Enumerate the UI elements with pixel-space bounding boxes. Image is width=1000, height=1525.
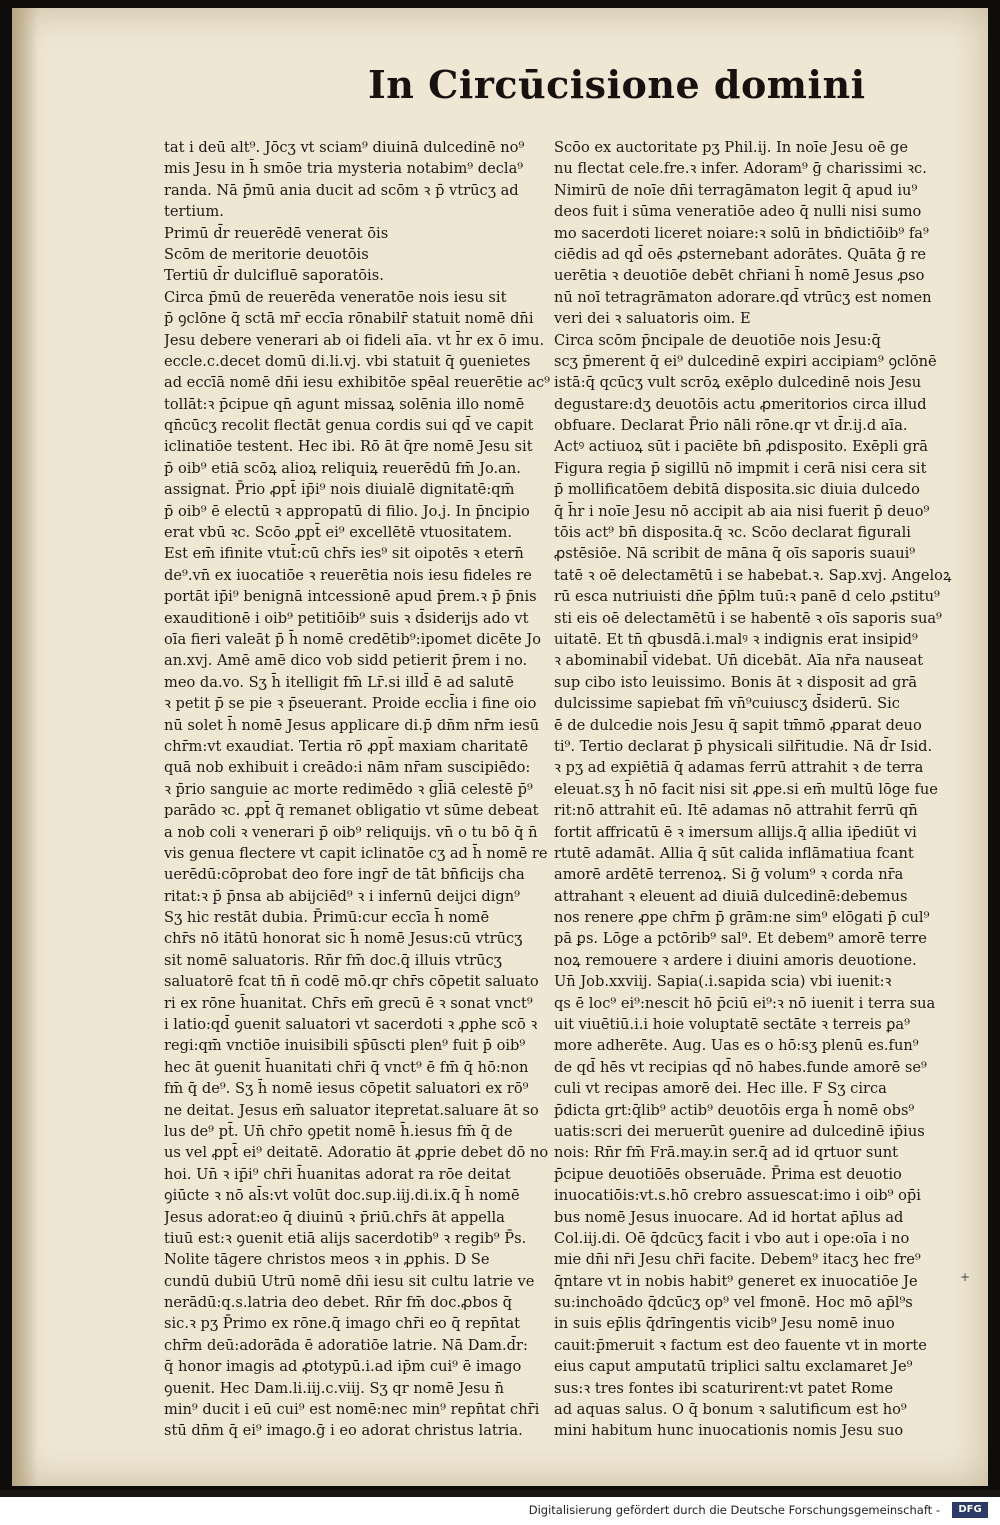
text-line: q̄ntare vt in nobis habit⁹ generet ex inuocatiōe Je	[554, 1272, 918, 1290]
margin-mark: +	[960, 1270, 971, 1284]
text-line: ti⁹. Tertio declarat p̄ physicali silr̄itudie. Nā d̄r Isid.	[554, 737, 933, 755]
text-line: eccle.c.decet domū di.li.vj. vbi statuit q̄ ꝯuenietes	[164, 352, 531, 370]
text-line: p̄ oib⁹ etiā scōꝝ alioꝝ reliquiꝝ reuerēdū fm̄ Jo.an.	[164, 459, 521, 477]
text-line: rit:nō attrahit eū. Itē adamas nō attrahit ferrū qn̄	[554, 802, 918, 820]
text-line: lus de⁹ pt̄. Un̄ chr̄o ꝯpetit nomē h̄.iesus fm̄ q̄ de	[164, 1122, 513, 1140]
text-line: q̄ honor imagis ad ꝓtotypū.i.ad ip̄m cui⁹ ē imago	[164, 1358, 522, 1376]
text-line: min⁹ ducit i eū cui⁹ est nomē:nec min⁹ repn̄tat chr̄i	[164, 1401, 540, 1419]
text-line: mo sacerdoti liceret noiare:ꝛ solū in bn̄dictiōib⁹ fa⁹	[554, 224, 929, 242]
text-line: sic.ꝛ pʒ P̄rimo ex rōne.q̄ imago chr̄i eo q̄ repn̄tat	[164, 1315, 521, 1333]
text-line: nū noī tetragrāmaton adorare.qd̄ vtrūcʒ est nomen	[554, 288, 932, 306]
text-line: ne deitat. Jesus em̄ saluator itepretat.saluare āt so	[164, 1101, 539, 1119]
text-line: bus nomē Jesus inuocare. Ad id hortat ap̄lus ad	[554, 1208, 904, 1226]
text-line: p̄cipue deuotiōēs obseruāde. P̄rima est deuotio	[554, 1165, 902, 1183]
text-line: nerādū:q.s.latria deo debet. Rn̄r fm̄ doc.ꝓbos q̄	[164, 1294, 512, 1312]
text-line: Col.iij.di. Oē q̄dcūcʒ facit i vbo aut i ope:oīa i no	[554, 1229, 910, 1247]
text-column-right	[554, 137, 956, 1442]
page-gutter-shadow	[12, 8, 38, 1486]
text-line: uitatē. Et tn̄ qbusdā.i.malꝰ ꝛ indignis erat insipid⁹	[554, 630, 918, 648]
text-line: ꝛ petit p̄ se pie ꝛ p̄seuerant. Proide eccl̄ia i fine oio	[164, 695, 537, 713]
text-line: Scōo ex auctoritate pʒ Phil.ij. In noīe Jesu oē ge	[554, 139, 909, 156]
text-line: scʒ p̄merent q̄ ei⁹ dulcedinē expiri accipiam⁹ ꝯclōnē	[554, 352, 937, 370]
text-line: sit nomē saluatoris. Rn̄r fm̄ doc.q̄ illuis vtrūcʒ	[164, 951, 502, 969]
text-line: ritat:ꝛ p̄ p̄nsa ab abijciēd⁹ ꝛ i infernū deijci dign⁹	[164, 887, 520, 905]
text-line: p̄ mollificatōem debitā disposita.sic diuia dulcedo	[554, 481, 920, 499]
text-line: amorē ardētē terrenoꝝ. Si ḡ volum⁹ ꝛ corda nr̄a	[554, 866, 904, 884]
text-line: ri ex rōne h̄uanitat. Chr̄s em̄ grecū ē ꝛ sonat vnct⁹	[164, 994, 533, 1012]
text-line: hec āt ꝯuenit h̄uanitati chr̄i q̄ vnct⁹ ē fm̄ q̄ hō:non	[164, 1058, 529, 1076]
text-line: ē de dulcedie nois Jesu q̄ sapit tm̄mō ꝓparat deuo	[554, 716, 922, 734]
running-heading: In Circūcisione domini	[368, 62, 866, 107]
text-line: regi:qm̄ vnctiōe inuisibili sp̄ūscti plen⁹ fuit p̄ oib⁹	[164, 1037, 526, 1055]
text-line: tatē ꝛ oē delectamētū i se habebat.ꝛ. Sap.xvj. Angeloꝝ	[554, 566, 952, 584]
text-line: quā nob exhibuit i creādo:i nām nr̄am suscipiēdo:	[164, 759, 531, 777]
text-line: Actꝰ actiuoꝝ sūt i paciēte bn̄ ꝓdisposito. Exēpli grā	[554, 438, 928, 456]
funding-notice: Digitalisierung gefördert durch die Deutsche Forschungsgemeinschaft -	[528, 1503, 940, 1517]
text-line: inuocatiōis:vt.s.hō crebro assuescat:imo i oib⁹ op̄i	[554, 1187, 921, 1205]
text-line: rtutē adamāt. Allia q̄ sūt calida inflāmatiua fcant	[554, 844, 914, 862]
text-line: ad aquas salus. O q̄ bonum ꝛ salutificum est ho⁹	[554, 1401, 907, 1419]
text-line: cundū dubiū Utrū nomē dn̄i iesu sit cultu latrie ve	[164, 1272, 535, 1290]
text-line: sup cibo isto leuissimo. Bonis āt ꝛ disposit ad grā	[554, 673, 918, 691]
text-line: de qd̄ hēs vt recipias qd̄ nō habes.funde amorē se⁹	[554, 1058, 927, 1076]
text-line: chr̄m deū:adorāda ē adoratiōe latrie. Nā Dam.d̄r:	[164, 1336, 528, 1354]
text-line: ꝯiūcte ꝛ nō al̄s:vt volūt doc.sup.iij.di.ix.q̄ h̄ nomē	[164, 1187, 520, 1205]
text-line: saluatorē fcat tn̄ n̄ codē mō.qr chr̄s cōpetit saluato	[164, 973, 539, 991]
text-line: meo da.vo. Sʒ h̄ itelligit fm̄ Lr̄.si illd̄ ē ad salutē	[164, 673, 514, 691]
text-line: Un̄ Job.xxviij. Sapia(.i.sapida scia) vbi iuenit:ꝛ	[554, 973, 892, 991]
text-line: degustare:dʒ deuotōis actu ꝓmeritorios circa illud	[554, 395, 927, 413]
text-line: Primū d̄r reuerēdē venerat ōis	[164, 224, 389, 242]
text-line: tat i deū alt⁹. Jōcʒ vt sciam⁹ diuinā dulcedinē no⁹	[164, 139, 525, 156]
text-line: ꝛ p̄rio sanguie ac morte redimēdo ꝛ gl̄iā celestē p̄⁹	[164, 780, 533, 798]
text-line: pā ꝑs. Lōge a pctōrib⁹ sal⁹. Et debem⁹ amorē terre	[554, 930, 927, 948]
text-line: Tertiū d̄r dulcifluē saporatōis.	[164, 267, 384, 285]
text-line: rū esca nutriuisti dn̄e p̄p̄lm tuū:ꝛ panē d celo ꝓstitu⁹	[554, 588, 940, 606]
text-line: chr̄s nō itātū honorat sic h̄ nomē Jesus:cū vtrūcʒ	[164, 930, 523, 948]
text-line: uit viuētiū.i.i hoie voluptatē sectāte ꝛ terreis ꝑa⁹	[554, 1016, 910, 1034]
text-line: Figura regia p̄ sigillū nō impmit i cerā nisi cera sit	[554, 459, 927, 477]
text-line: us vel ꝓpt̄ ei⁹ deitatē. Adoratio āt ꝓprie debet dō no	[164, 1144, 549, 1162]
text-line: ciēdis ad qd̄ oēs ꝓsternebant adorātes. Quāta ḡ re	[554, 245, 927, 263]
text-line: uatis:scri dei meruerūt ꝯuenire ad dulcedinē ip̄ius	[554, 1122, 925, 1140]
text-line: erat vbū ꝛc. Scōo ꝓpt̄ ei⁹ excellētē vtuositatem.	[164, 524, 513, 542]
text-line: hoi. Un̄ ꝛ ip̄i⁹ chr̄i h̄uanitas adorat ra rōe deitat	[164, 1165, 511, 1183]
text-line: exauditionē i oib⁹ petitiōib⁹ suis ꝛ d̄siderijs ado vt	[164, 609, 529, 627]
text-line: Circa scōm p̄ncipale de deuotiōe nois Jesu:q̄	[554, 331, 881, 349]
text-line: ꝓstēsiōe. Nā scribit de māna q̄ oīs saporis suaui⁹	[554, 545, 916, 563]
text-line: obfuare. Declarat P̄rio nāli rōne.qr vt d̄r.ij.d aīa.	[554, 417, 908, 435]
text-line: ꝛ abominabil̄ videbat. Un̄ dicebāt. Aīa nr̄a nauseat	[554, 652, 924, 670]
text-line: dulcissime sapiebat fm̄ vn̄⁹cuiuscʒ d̄siderū. Sic	[554, 695, 900, 713]
text-line: deos fuit i sūma veneratiōe adeo q̄ nulli nisi sumo	[554, 203, 922, 221]
text-line: Nolite tāgere christos meos ꝛ in ꝓphis. D Se	[164, 1251, 490, 1269]
text-line: Scōm de meritorie deuotōis	[164, 245, 369, 263]
text-line: sti eis oē delectamētū i se habentē ꝛ oīs saporis sua⁹	[554, 609, 942, 627]
text-line: ꝛ pʒ ad expiētiā q̄ adamas ferrū attrahit ꝛ de terra	[554, 759, 924, 777]
text-line: su:inchoādo q̄dcūcʒ op⁹ vel fmonē. Hoc mō ap̄l⁹s	[554, 1294, 913, 1312]
text-line: q̄ h̄r i noīe Jesu nō accipit ab aia nisi fuerit p̄ deuo⁹	[554, 502, 930, 520]
text-line: nu flectat cele.fre.ꝛ infer. Adoram⁹ ḡ charissimi ꝛc.	[554, 160, 927, 178]
text-line: nos renere ꝓpe chr̄m p̄ grām:ne sim⁹ elōgati p̄ cul⁹	[554, 909, 930, 927]
text-line: p̄ oib⁹ ē electū ꝛ appropatū di filio. Jo.j. In p̄ncipio	[164, 502, 530, 520]
text-line: nū solet h̄ nomē Jesus applicare di.p̄ dn̄m nr̄m iesū	[164, 716, 540, 734]
text-line: qs ē loc⁹ ei⁹:nescit hō p̄ciū ei⁹:ꝛ nō iuenit i terra sua	[554, 994, 936, 1012]
text-line: Circa p̄mū de reuerēda veneratōe nois iesu sit	[164, 288, 507, 306]
text-line: tōis act⁹ bn̄ disposita.q̄ ꝛc. Scōo declarat figurali	[554, 524, 911, 542]
text-line: Est em̄ ifinite vtut̄:cū chr̄s ies⁹ sit oipotēs ꝛ etern̄	[164, 545, 524, 563]
text-line: Sʒ hic restāt dubia. P̄rimū:cur eccīa h̄ nomē	[164, 909, 490, 927]
text-column-left	[164, 137, 554, 1442]
text-line: attrahant ꝛ eleuent ad diuiā dulcedinē:debemus	[554, 887, 908, 905]
text-line: iclinatiōe testent. Hec ibi. Rō āt q̄re nomē Jesu sit	[164, 438, 533, 456]
text-line: an.xvj. Amē amē dico vob sidd petierit p̄rem i no.	[164, 652, 528, 670]
text-line: fm̄ q̄ de⁹. Sʒ h̄ nomē iesus cōpetit saluatori ex rō⁹	[164, 1080, 529, 1098]
text-line: assignat. P̄rio ꝓpt̄ ip̄i⁹ nois diuialē dignitatē:qm̄	[164, 481, 515, 499]
text-line: mis Jesu in h̄ smōe tria mysteria notabim⁹ decla⁹	[164, 160, 524, 178]
text-line: randa. Nā p̄mū ania ducit ad scōm ꝛ p̄ vtrūcʒ ad	[164, 181, 519, 199]
text-line: tollāt:ꝛ p̄cipue qn̄ agunt missaꝝ solēnia illo nomē	[164, 395, 525, 413]
text-line: culi vt recipas amorē dei. Hec ille. F Sʒ circa	[554, 1080, 887, 1098]
text-line: chr̄m:vt exaudiat. Tertia rō ꝓpt̄ maxiam charitatē	[164, 737, 529, 755]
text-line: more adherēte. Aug. Uas es o hō:sʒ plenū es.fun⁹	[554, 1037, 919, 1055]
text-line: stū dn̄m q̄ ei⁹ imago.ḡ i eo adorat christus latria.	[164, 1422, 523, 1440]
text-line: ꝯuenit. Hec Dam.li.iij.c.viij. Sʒ qr nomē Jesu n̄	[164, 1379, 505, 1397]
text-line: eleuat.sʒ h̄ nō facit nisi sit ꝓpe.si em̄ multū lōge fue	[554, 780, 938, 798]
text-line: portāt ip̄i⁹ benignā intcessionē apud p̄rem.ꝛ p̄ p̄nis	[164, 588, 537, 606]
text-line: Jesu debere venerari ab oi fideli aīa. vt h̄r ex ō imu.	[164, 331, 545, 349]
text-line: tertium.	[164, 203, 224, 221]
text-line: fortit affricatū ē ꝛ imersum allijs.q̄ allia ip̄ediūt vi	[554, 823, 917, 841]
text-line: de⁹.vn̄ ex iuocatiōe ꝛ reuerētia nois iesu fideles re	[164, 566, 532, 584]
text-line: oīa fieri valeāt p̄ h̄ nomē credētib⁹:ipomet dicēte Jo	[164, 630, 541, 648]
text-line: p̄dicta grt:q̄lib⁹ actib⁹ deuotōis erga h̄ nomē obs⁹	[554, 1101, 915, 1119]
text-line: istā:q̄ qcūcʒ vult scrōꝝ exēplo dulcedinē nois Jesu	[554, 374, 922, 392]
text-line: in suis ep̄lis q̄drīngentis vicib⁹ Jesu nomē inuo	[554, 1315, 895, 1333]
text-line: vis genua flectere vt capit iclinatōe cʒ ad h̄ nomē re	[164, 844, 548, 862]
text-line: parādo ꝛc. ꝓpt̄ q̄ remanet obligatio vt sūme debeat	[164, 802, 539, 820]
text-line: nois: Rn̄r fm̄ Frā.may.in ser.q̄ ad id qrtuor sunt	[554, 1144, 898, 1162]
digitization-footer	[0, 1497, 1000, 1525]
text-line: Jesus adorat:eo q̄ diuinū ꝛ p̄riū.chr̄s āt appella	[164, 1208, 505, 1226]
text-line: a nob coli ꝛ venerari p̄ oib⁹ reliquijs. vn̄ o tu bō q̄ n̄	[164, 823, 538, 841]
text-line: sus:ꝛ tres fontes ibi scaturirent:vt patet Rome	[554, 1379, 894, 1397]
dfg-logo: DFG	[952, 1502, 988, 1518]
text-line: noꝝ remouere ꝛ ardere i diuini amoris deuotione.	[554, 951, 917, 969]
text-line: Nimirū de noīe dn̄i terragāmaton legit q̄ apud iu⁹	[554, 181, 918, 199]
text-line: ad eccīā nomē dn̄i iesu exhibitōe spēal reuerētie ac⁹	[164, 374, 550, 392]
text-line: uerētia ꝛ deuotiōe debēt chr̄iani h̄ nomē Jesus ꝓso	[554, 267, 925, 285]
text-line: mini habitum hunc inuocationis nomis Jesu suo	[554, 1422, 904, 1440]
text-line: veri dei ꝛ saluatoris oim. E	[554, 310, 751, 328]
text-line: uerēdū:cōprobat deo fore ingr̄ de tāt bn̄ficijs cha	[164, 866, 525, 884]
text-line: qn̄cūcʒ recolit flectāt genua cordis sui qd̄ ve capit	[164, 417, 534, 435]
text-line: tiuū est:ꝛ ꝯuenit etiā alijs sacerdotib⁹ ꝛ regib⁹ P̄s.	[164, 1229, 527, 1247]
text-line: p̄ ꝯclōne q̄ sctā mr̄ eccīa rōnabilr̄ statuit nomē dn̄i	[164, 310, 534, 328]
text-line: cauit:p̄meruit ꝛ factum est deo fauente vt in morte	[554, 1336, 927, 1354]
text-line: mie dn̄i nr̄i Jesu chr̄i facite. Debem⁹ itacʒ hec fre⁹	[554, 1251, 921, 1269]
text-line: i latio:qd̄ ꝯuenit saluatori vt sacerdoti ꝛ ꝓphe scō ꝛ	[164, 1016, 538, 1034]
text-line: eius caput amputatū triplici saltu exclamaret Je⁹	[554, 1358, 913, 1376]
